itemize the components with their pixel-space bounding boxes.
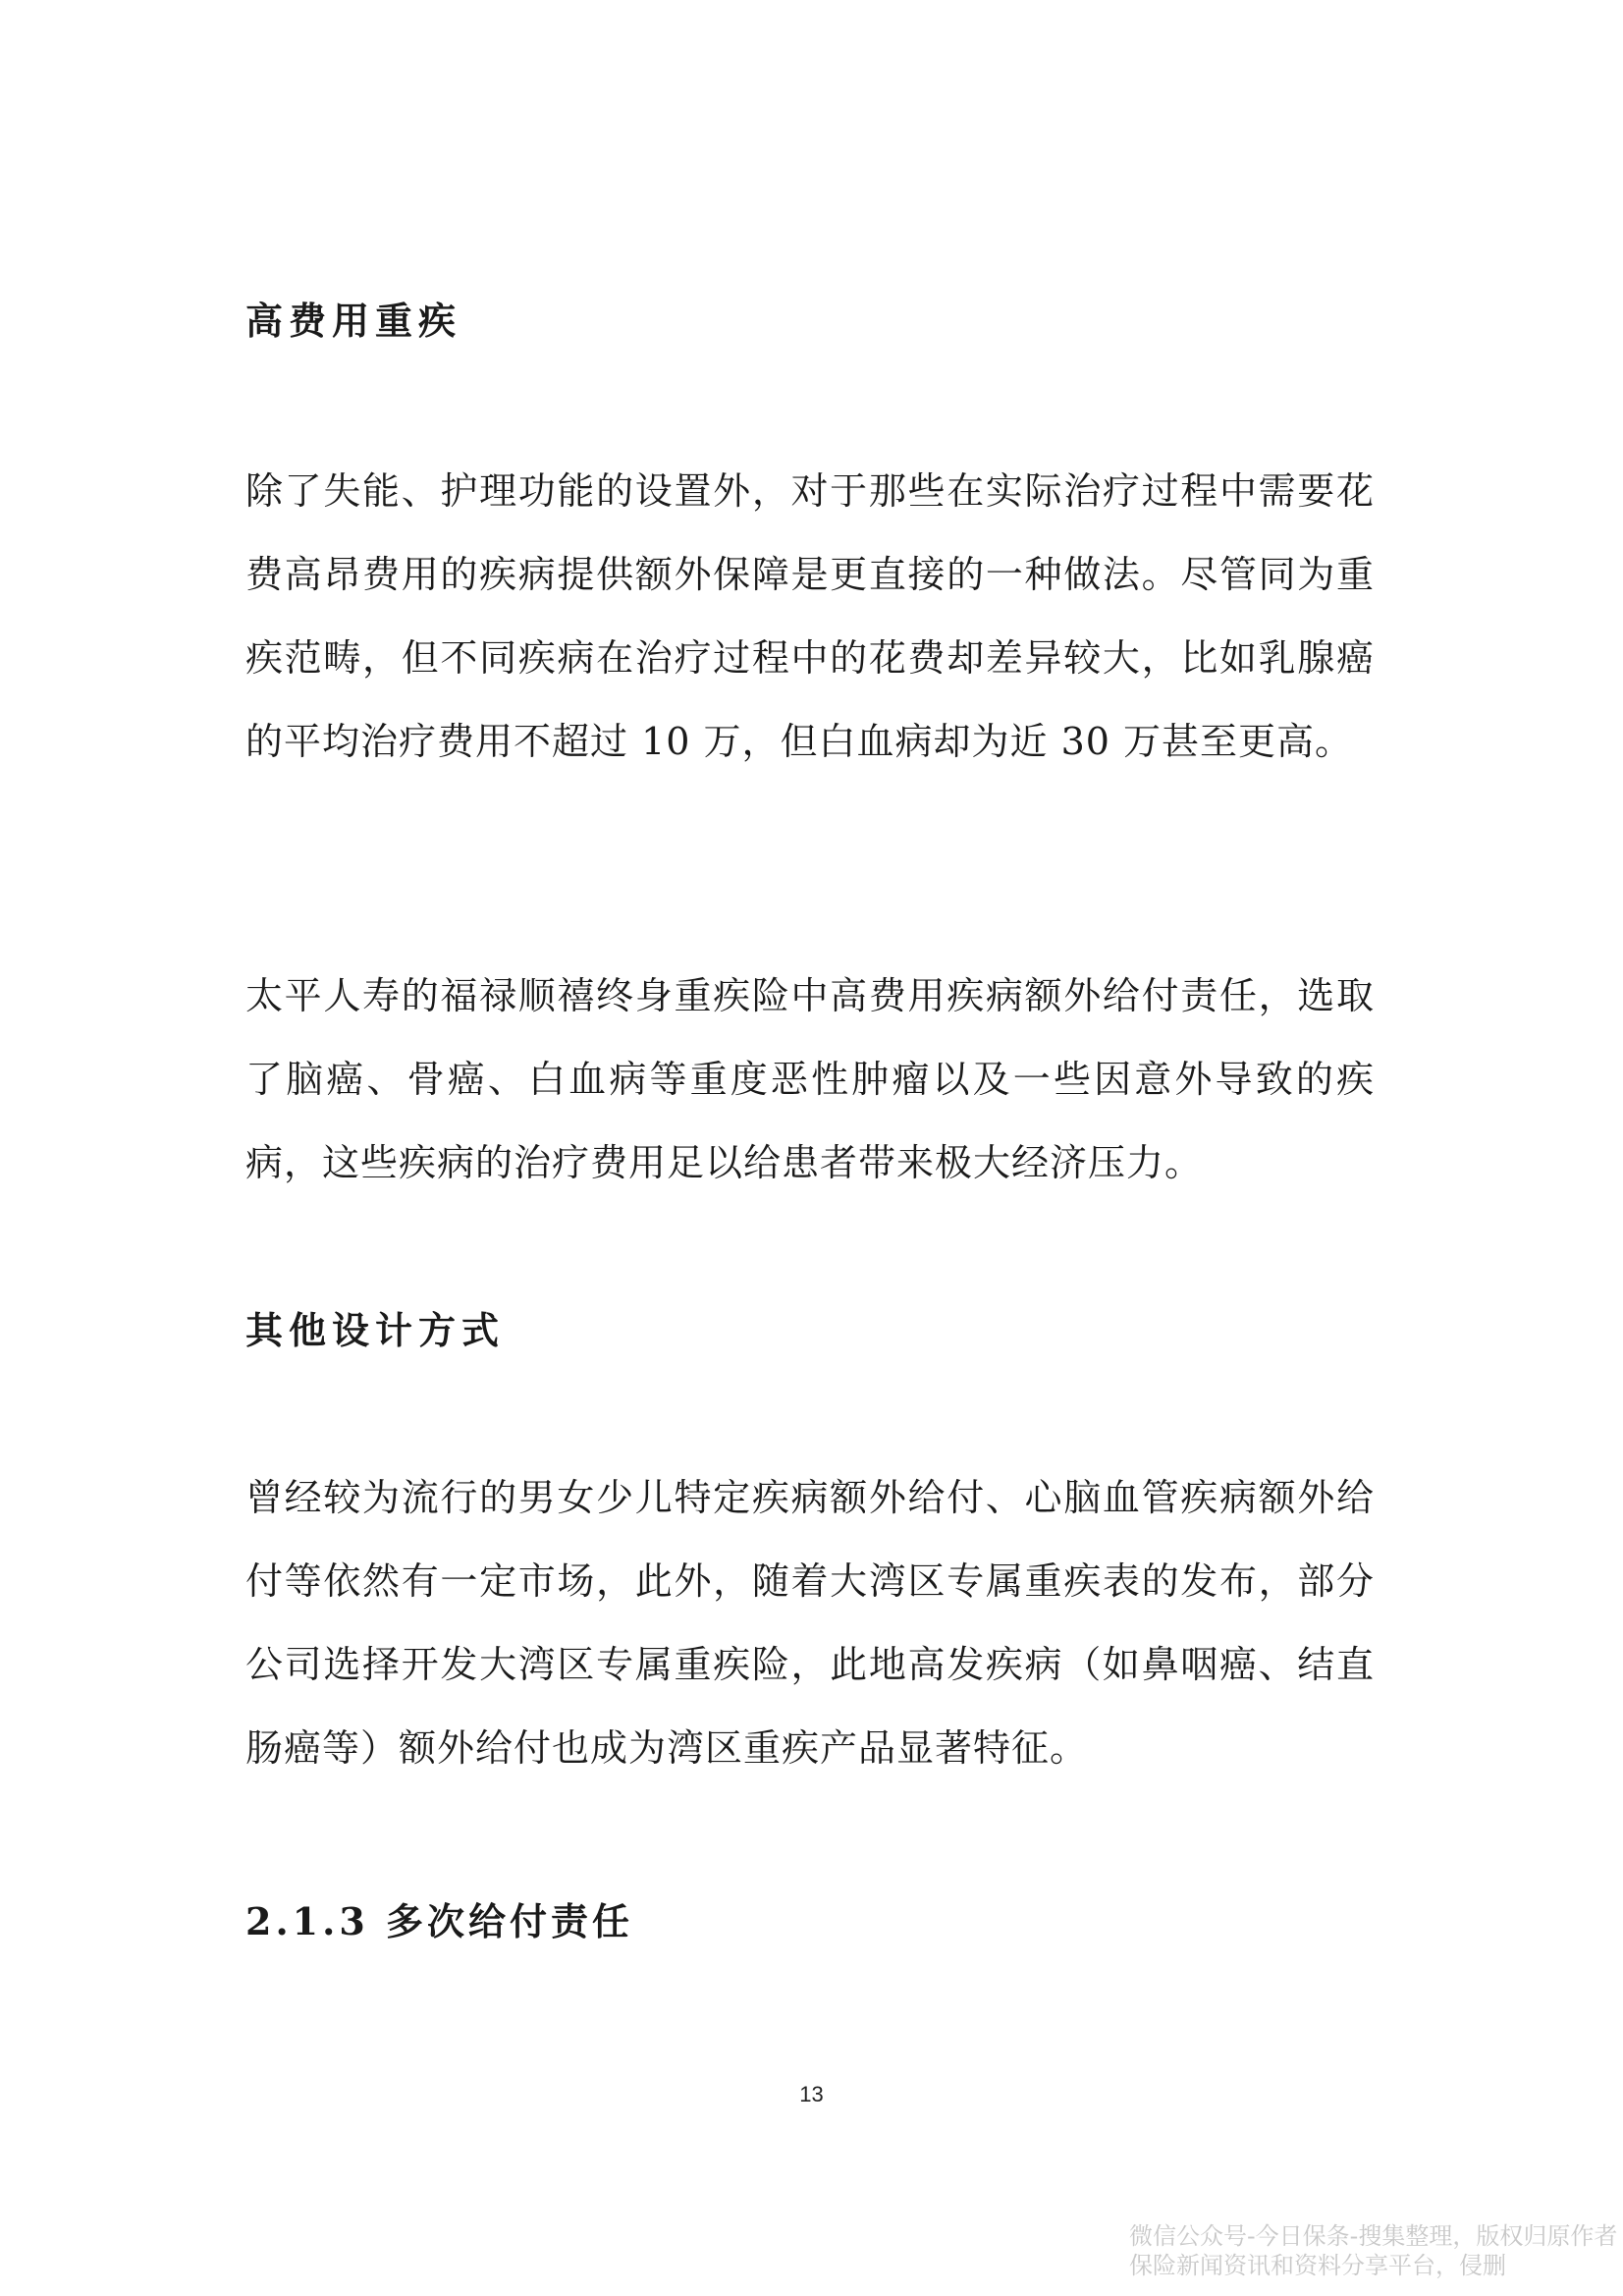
watermark	[1129, 2221, 1620, 2280]
paragraph-high-cost-intro: 除了失能、护理功能的设置外，对于那些在实际治疗过程中需要花费高昂费用的疾病提供额外保障是更直接的一种做法。尽管同为重疾范畴，但不同疾病在治疗过程中的花费却差异较大，比如乳腺癌的平均治疗费用不超过 10 万，但白血病却为近 30 万甚至更高。	[245, 469, 1375, 763]
paragraph-other-design: 曾经较为流行的男女少儿特定疾病额外给付、心脑血管疾病额外给付等依然有一定市场，此外，随着大湾区专属重疾表的发布，部分公司选择开发大湾区专属重疾险，此地高发疾病（如鼻咽癌、结直肠癌等）额外给付也成为湾区重疾产品显著特征。	[245, 1476, 1375, 1770]
heading-other-design: 其他设计方式	[245, 1308, 506, 1352]
page-number: 13	[799, 2082, 824, 2106]
watermark-line-2: 保险新闻资讯和资料分享平台，侵删	[1129, 2252, 1506, 2279]
paragraph-taiping-example: 太平人寿的福禄顺禧终身重疾险中高费用疾病额外给付责任，选取了脑癌、骨癌、白血病等重度恶性肿瘤以及一些因意外导致的疾病，这些疾病的治疗费用足以给患者带来极大经济压力。	[245, 974, 1375, 1184]
heading-high-cost-critical-illness: 高费用重疾	[245, 299, 462, 343]
watermark-line-1: 微信公众号-今日保条-搜集整理，版权归原作者	[1129, 2222, 1618, 2250]
heading-section-2-1-3: 2.1.3 多次给付责任	[245, 1899, 634, 1943]
